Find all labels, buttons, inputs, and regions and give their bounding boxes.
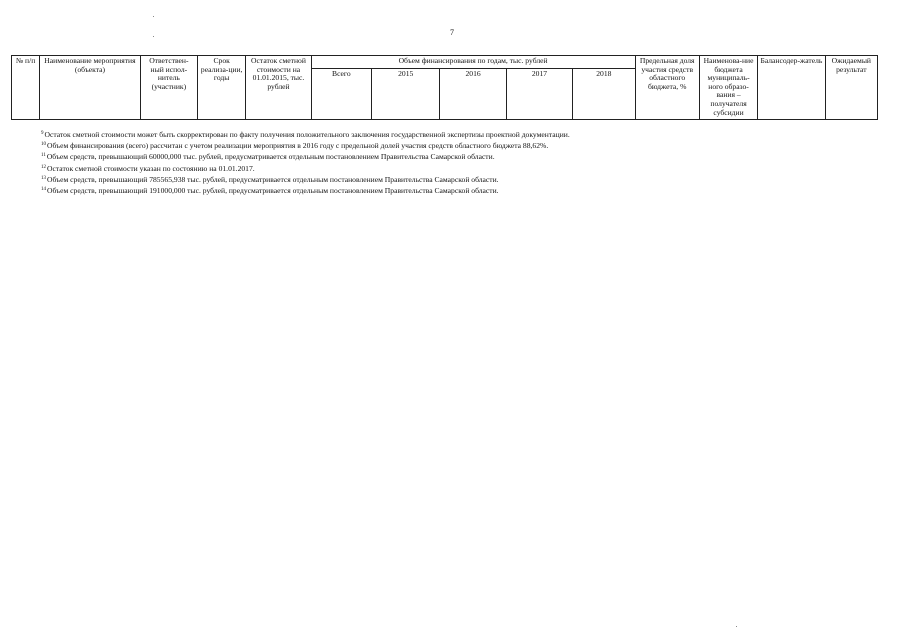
header-budget-name: Наименова-ние бюджета муниципаль-ного образо-вания – получателя субсидии	[699, 56, 757, 120]
footnote-mark: 12	[41, 164, 46, 170]
header-no: № п/п	[12, 56, 40, 120]
header-funding-2018: 2018	[573, 69, 635, 120]
header-responsible: Ответствен-ный испол-нитель (участник)	[140, 56, 197, 120]
footnote	[41, 185, 570, 196]
footnote-mark: 11	[41, 153, 46, 159]
footnote-text: Объем средств, превышающий 191000,000 тыс. рублей, предусматривается отдельным постановлением Правительства Самарской области.	[47, 186, 499, 196]
header-funding-group: Объем финансирования по годам, тыс. рублей	[311, 56, 635, 69]
scan-speck	[153, 36, 154, 37]
scan-speck	[153, 16, 154, 17]
header-term: Срок реализа-ции, годы	[198, 56, 246, 120]
footnote-text: Объем средств, превышающий 785565,938 тыс. рублей, предусматривается отдельным постановлением Правительства Самарской области.	[47, 174, 499, 184]
header-balance-holder: Балансодер-жатель	[758, 56, 825, 120]
footnote-text: Объем средств, превышающий 60000,000 тыс. рублей, предусматривается отдельным постановлением Правительства Самарской области.	[46, 152, 495, 162]
footnote-mark: 14	[41, 187, 46, 193]
footnote-mark: 9	[41, 131, 44, 136]
footnotes	[41, 129, 570, 196]
footnote-mark: 10	[41, 142, 46, 148]
header-remaining-cost: Остаток сметной стоимости на 01.01.2015, тыс. рублей	[246, 56, 311, 120]
footnote	[41, 163, 570, 174]
footnote-text: Остаток сметной стоимости может быть скорректирован по факту получения положительного заключения государственной экспертизы проектной документации.	[44, 130, 570, 139]
footnote	[41, 174, 570, 185]
header-funding-total: Всего	[311, 69, 371, 120]
table-header-row	[12, 56, 878, 69]
page-number: 7	[450, 28, 454, 37]
header-funding-2017: 2017	[506, 69, 572, 120]
header-budget-share: Предельная доля участия средств областного бюджета, %	[635, 56, 699, 120]
funding-table	[11, 55, 878, 120]
footnote-mark: 13	[41, 175, 46, 181]
header-funding-2015: 2015	[372, 69, 440, 120]
header-name: Наименование мероприятия (объекта)	[40, 56, 141, 120]
scan-speck	[736, 626, 737, 627]
footnote	[41, 151, 570, 162]
footnote-text: Объем финансирования (всего) рассчитан с учетом реализации мероприятия в 2016 году с предельной долей участия средств областного бюджета 88,62%.	[47, 141, 549, 151]
header-funding-2016: 2016	[440, 69, 506, 120]
header-expected-result: Ожидаемый результат	[825, 56, 877, 120]
footnote	[41, 140, 570, 151]
footnote-text: Остаток сметной стоимости указан по состоянию на 01.01.2017.	[47, 163, 255, 173]
footnote	[41, 129, 570, 140]
